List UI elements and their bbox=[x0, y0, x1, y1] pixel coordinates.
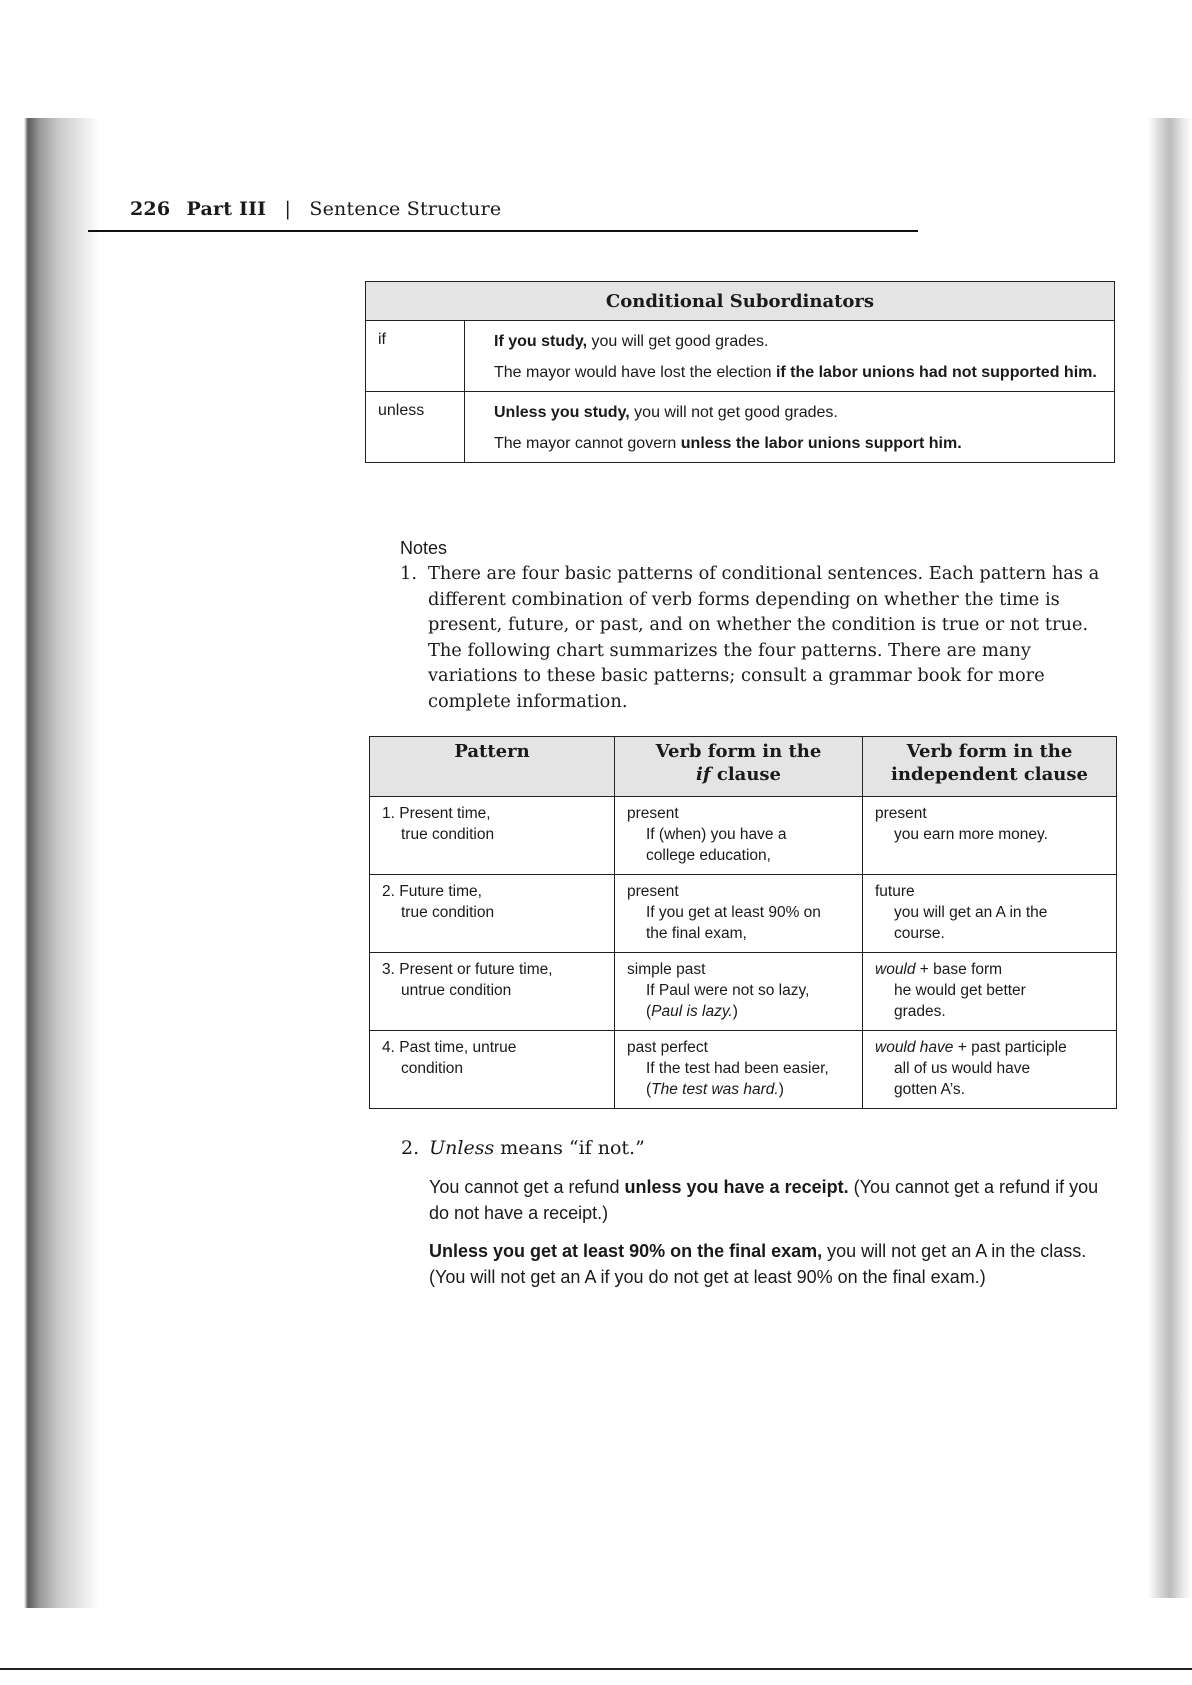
bold-text: unless the labor unions support him. bbox=[680, 435, 962, 452]
table-row bbox=[370, 1031, 1117, 1109]
text-run: you will not get good grades. bbox=[629, 404, 838, 421]
cell-line: grades. bbox=[894, 1003, 946, 1020]
table-cell bbox=[370, 875, 615, 953]
bold-text: If you study, bbox=[494, 333, 588, 350]
cell-line: (Paul is lazy.) bbox=[646, 1003, 738, 1020]
example-sentence bbox=[429, 1238, 1119, 1290]
example-sentence bbox=[494, 402, 1104, 423]
column-header bbox=[615, 737, 863, 797]
cell-heading: future bbox=[875, 883, 915, 900]
cell-heading: 2. Future time, bbox=[382, 883, 482, 900]
cell-heading: 3. Present or future time, bbox=[382, 961, 553, 978]
keyword-cell bbox=[366, 392, 465, 463]
cell-line: untrue condition bbox=[401, 982, 512, 999]
italic-text: if bbox=[696, 764, 711, 785]
section-title: Sentence Structure bbox=[309, 198, 502, 220]
table-row bbox=[370, 875, 1117, 953]
examples-cell bbox=[465, 392, 1115, 463]
table-header-row bbox=[366, 282, 1115, 321]
cell-heading: past perfect bbox=[627, 1039, 708, 1056]
scan-edge-bottom bbox=[0, 1668, 1192, 1670]
italic-text: Paul is lazy. bbox=[651, 1003, 733, 1020]
cell-heading: present bbox=[875, 805, 927, 822]
cell-heading: 4. Past time, untrue bbox=[382, 1039, 517, 1056]
cell-heading: would have + past participle bbox=[875, 1039, 1067, 1056]
cell-line: If Paul were not so lazy, bbox=[646, 982, 810, 999]
table-header-row bbox=[370, 737, 1117, 797]
table-title: Conditional Subordinators bbox=[366, 282, 1115, 321]
italic-text: would have bbox=[875, 1039, 954, 1056]
cell-line: he would get better bbox=[894, 982, 1026, 999]
note-text: means “if not.” bbox=[494, 1137, 645, 1159]
keyword-cell bbox=[366, 321, 465, 392]
table-cell bbox=[863, 797, 1117, 875]
notes-section bbox=[400, 538, 1120, 714]
text-run: Verb form in the bbox=[906, 741, 1073, 762]
note-number: 1. bbox=[400, 563, 417, 584]
notes-title: Notes bbox=[400, 538, 448, 558]
scan-shadow-right bbox=[1148, 118, 1192, 1598]
cell-line: If you get at least 90% on bbox=[646, 904, 821, 921]
table-cell bbox=[615, 953, 863, 1031]
column-header bbox=[863, 737, 1117, 797]
text-run: The mayor would have lost the election bbox=[494, 364, 776, 381]
cell-line: all of us would have bbox=[894, 1060, 1031, 1077]
cell-line: gotten A’s. bbox=[894, 1081, 965, 1098]
conditional-subordinators-table bbox=[365, 281, 1115, 463]
cell-line: you will get an A in the bbox=[894, 904, 1048, 921]
cell-line: condition bbox=[401, 1060, 464, 1077]
text-run: (You cannot get a refund if you do not have a receipt.) bbox=[429, 1177, 1099, 1223]
table-cell bbox=[615, 875, 863, 953]
text-run: Pattern bbox=[454, 741, 530, 762]
text-run: you will get good grades. bbox=[587, 333, 769, 350]
table-body bbox=[370, 797, 1117, 1109]
cell-line: true condition bbox=[401, 826, 495, 843]
cell-heading: present bbox=[627, 883, 679, 900]
cell-line: true condition bbox=[401, 904, 495, 921]
example-sentence bbox=[494, 362, 1104, 383]
table-cell bbox=[615, 797, 863, 875]
cell-heading: simple past bbox=[627, 961, 706, 978]
table-cell bbox=[863, 875, 1117, 953]
column-header bbox=[370, 737, 615, 797]
note-number: 2. bbox=[401, 1137, 420, 1159]
running-head bbox=[130, 198, 501, 220]
table-row bbox=[370, 953, 1117, 1031]
example-sentence bbox=[429, 1174, 1119, 1226]
italic-text: The test was hard. bbox=[651, 1081, 779, 1098]
examples-cell bbox=[465, 321, 1115, 392]
header-separator: | bbox=[284, 198, 292, 220]
table-cell bbox=[370, 797, 615, 875]
example-sentence bbox=[494, 433, 1104, 454]
bold-text: unless you have a receipt. bbox=[624, 1177, 849, 1197]
header-rule bbox=[88, 230, 918, 232]
keyword: if bbox=[378, 331, 386, 348]
cell-heading: present bbox=[627, 805, 679, 822]
bold-text: if the labor unions had not supported him. bbox=[775, 364, 1097, 381]
cell-heading: 1. Present time, bbox=[382, 805, 491, 822]
cell-heading: would + base form bbox=[875, 961, 1003, 978]
part-label: Part III bbox=[186, 198, 267, 220]
cell-line: college education, bbox=[646, 847, 771, 864]
cell-line: If (when) you have a bbox=[646, 826, 787, 843]
table-row bbox=[366, 321, 1115, 392]
text-run: independent clause bbox=[891, 764, 1088, 785]
example-sentence bbox=[494, 331, 1104, 352]
text-run: The mayor cannot govern bbox=[494, 435, 681, 452]
page-number: 226 bbox=[130, 198, 171, 220]
cell-line: If the test had been easier, bbox=[646, 1060, 829, 1077]
cell-line: the final exam, bbox=[646, 925, 747, 942]
bold-text: Unless you get at least 90% on the final exam, bbox=[429, 1241, 823, 1261]
table-cell bbox=[370, 1031, 615, 1109]
table-cell bbox=[863, 953, 1117, 1031]
table-cell bbox=[370, 953, 615, 1031]
table-row bbox=[366, 392, 1115, 463]
table-cell bbox=[863, 1031, 1117, 1109]
note-1 bbox=[400, 561, 1120, 714]
table-cell bbox=[615, 1031, 863, 1109]
note-keyword: Unless bbox=[429, 1137, 495, 1159]
cell-line: (The test was hard.) bbox=[646, 1081, 784, 1098]
text-run: Verb form in the bbox=[655, 741, 822, 762]
bold-text: Unless you study, bbox=[494, 404, 630, 421]
cell-line: you earn more money. bbox=[894, 826, 1048, 843]
keyword: unless bbox=[378, 402, 425, 419]
italic-text: would bbox=[875, 961, 916, 978]
scan-shadow-left bbox=[0, 118, 100, 1608]
note-text: There are four basic patterns of conditional sentences. Each pattern has a different combination of verb forms depending on whether the time is present, future, or past, and on whether the condition is true or not true. The following chart summarizes the four patterns. There are many variations to these basic patterns; consult a grammar book for more complete information. bbox=[428, 563, 1100, 712]
text-run: clause bbox=[710, 764, 781, 785]
cell-line: course. bbox=[894, 925, 945, 942]
conditional-patterns-table bbox=[369, 736, 1117, 1109]
note-2 bbox=[401, 1137, 645, 1159]
table-row bbox=[370, 797, 1117, 875]
text-run: You cannot get a refund bbox=[429, 1177, 625, 1197]
text-run: you will not get an A in the class. (You will not get an A if you do not get at least 90% on the final exam.) bbox=[429, 1241, 1087, 1287]
